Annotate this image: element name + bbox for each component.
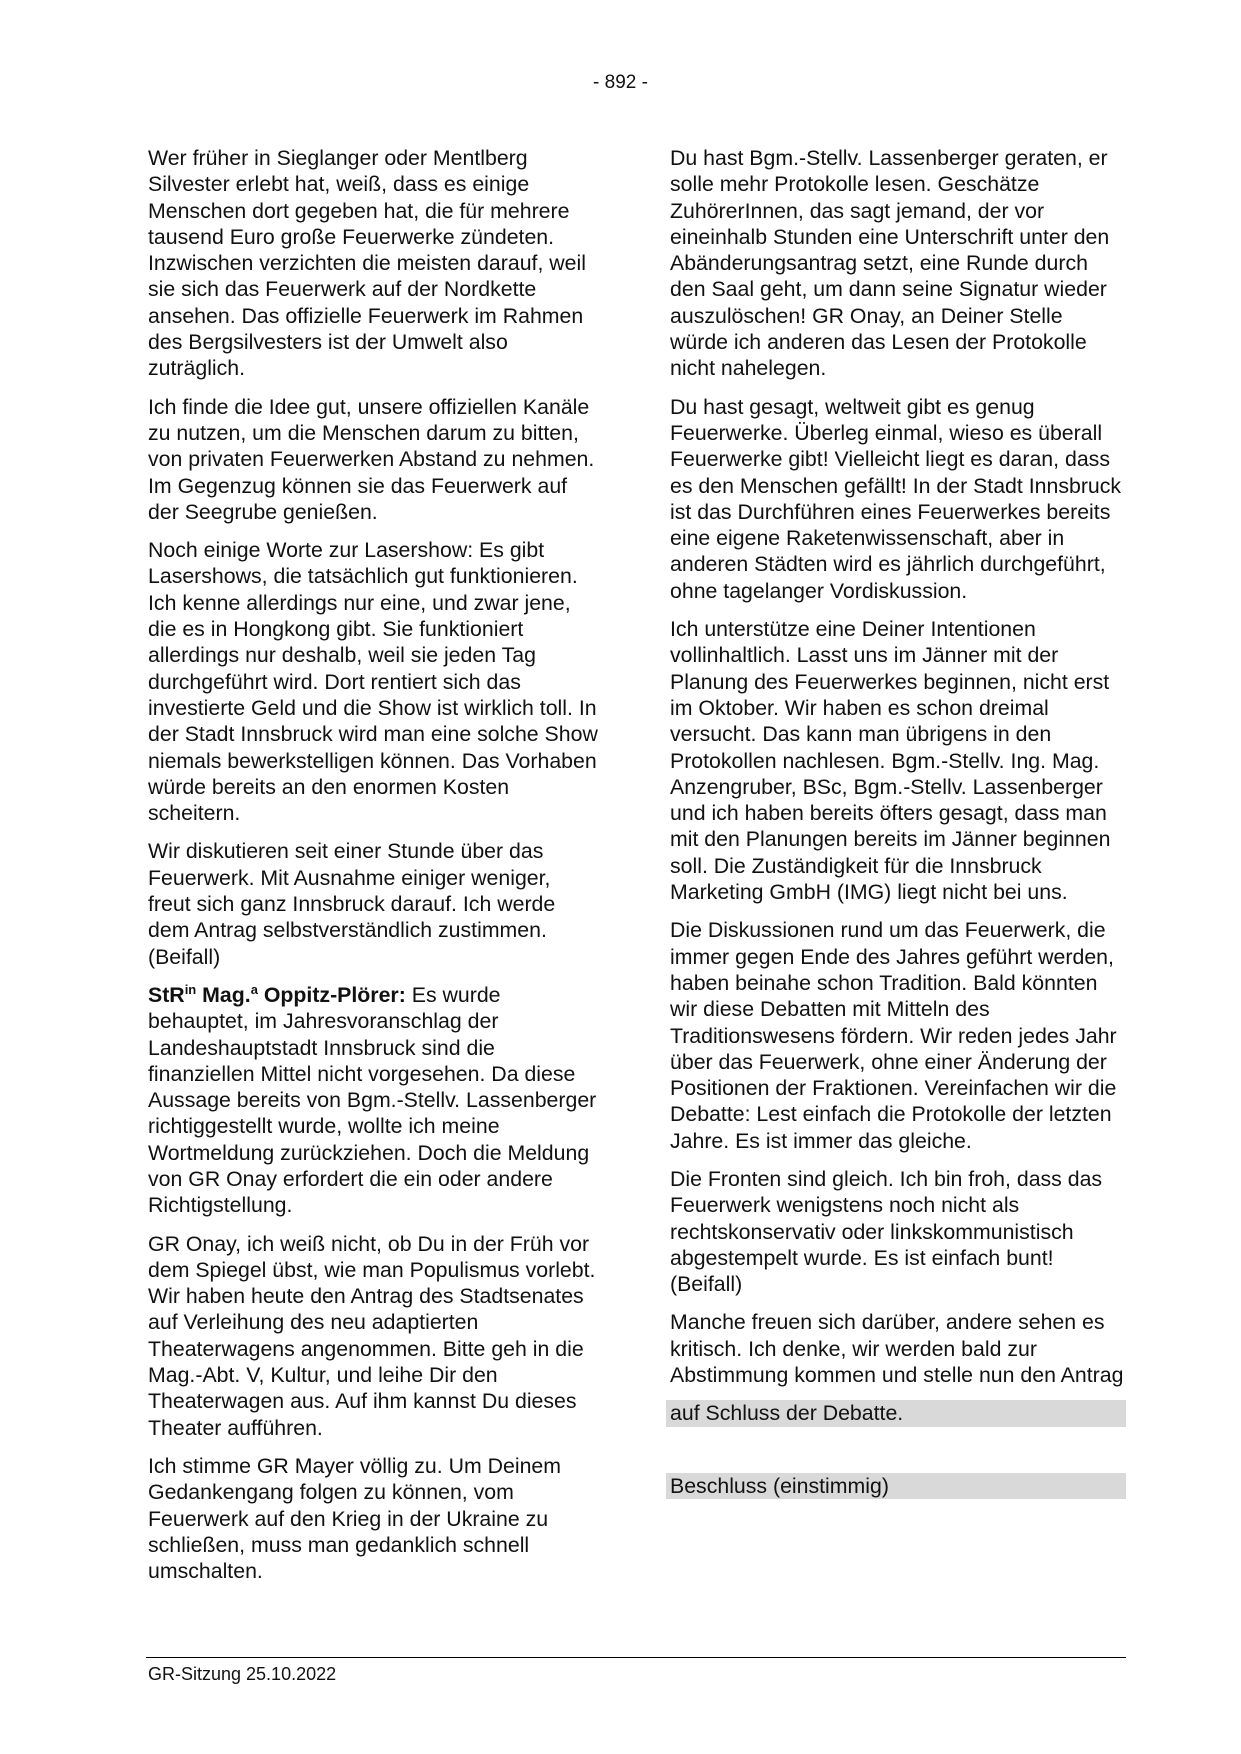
speaker-prefix: StR [148,982,185,1007]
footer-session-date: GR-Sitzung 25.10.2022 [148,1664,337,1684]
paragraph: GR Onay, ich weiß nicht, ob Du in der Früh vor dem Spiegel übst, wie man Populismus vorlebt. Wir haben heute den Antrag des Stadtsenates auf Verleihung des neu adaptierten Theaterwagens angenommen. Bitte geh in die Mag.-Abt. V, Kultur, und leihe Dir den Theaterwagen aus. Auf ihm kannst Du dieses Theater aufführen. [148,1231,596,1440]
speaker-text: Es wurde behauptet, im Jahresvoranschlag der Landeshauptstadt Innsbruck sind die finanziellen Mittel nicht vorgesehen. Da diese Aussage bereits von Bgm.-Stellv. Lassenberger richtiggestellt wurde, wollte ich meine Wortmeldung zurückziehen. Doch die Meldung von GR Onay erfordert die ein oder andere Richtigstellung. [148,982,597,1218]
resolution-highlight: Beschluss (einstimmig) [666,1473,1126,1499]
speaker-surname: Oppitz-Plörer: [257,982,406,1007]
paragraph: Die Diskussionen rund um das Feuerwerk, die immer gegen Ende des Jahres geführt werden, haben beinahe schon Tradition. Bald könnten wir diese Debatten mit Mitteln des Traditionswesens fördern. Wir reden jedes Jahr über das Feuerwerk, ohne einer Änderung der Positionen der Fraktionen. Vereinfachen wir die Debatte: Lest einfach die Protokolle der letzten Jahre. Es ist immer das gleiche. [670,918,1117,1153]
paragraph: Ich stimme GR Mayer völlig zu. Um Deinem Gedankengang folgen zu können, vom Feuerwerk auf den Krieg in der Ukraine zu schließen, muss man gedanklich schnell umschalten. [148,1453,562,1584]
motion-highlight: auf Schluss der Debatte. [666,1400,1126,1426]
left-column [148,145,598,1596]
paragraph: Du hast gesagt, weltweit gibt es genug Feuerwerke. Überleg einmal, wieso es überall Feuerwerke gibt! Vielleicht liegt es daran, dass es den Menschen gefällt! In der Stadt Innsbruck ist das Durchführen eines Feuerwerkes bereits eine eigene Raketenwissenschaft, aber in anderen Städten wird es jährlich durchgeführt, ohne tagelanger Vordiskussion. [670,394,1122,603]
paragraph: Wir diskutieren seit einer Stunde über das Feuerwerk. Mit Ausnahme einiger weniger, freut sich ganz Innsbruck darauf. Ich werde dem Antrag selbstverständlich zustimmen. (Beifall) [148,839,556,969]
paragraph: Ich unterstütze eine Deiner Intentionen vollinhaltlich. Lasst uns im Jänner mit der Planung des Feuerwerkes beginnen, nicht erst im Oktober. Wir haben es schon dreimal versucht. Das kann man übrigens in den Protokollen nachlesen. Bgm.-Stellv. Ing. Mag. Anzengruber, BSc, Bgm.-Stellv. Lassenberger und ich haben bereits öfters gesagt, dass man mit den Planungen bereits im Jänner beginnen soll. Die Zuständigkeit für die Innsbruck Marketing GmbH (IMG) liegt nicht bei uns. [670,617,1111,905]
speaker-title-sup: a [250,981,258,997]
speaker-prefix-sup: in [184,981,197,997]
paragraph: Ich finde die Idee gut, unsere offiziellen Kanäle zu nutzen, um die Menschen darum zu bitten, von privaten Feuerwerken Abstand zu nehmen. Im Gegenzug können sie das Feuerwerk auf der Seegrube genießen. [148,394,595,524]
paragraph: Die Fronten sind gleich. Ich bin froh, dass das Feuerwerk wenigstens noch nicht als rechtskonservativ oder linkskommunistisch abgestempelt wurde. Es ist einfach bunt! (Beifall) [670,1166,1103,1297]
spacer [670,1427,1126,1469]
paragraph: Manche freuen sich darüber, andere sehen es kritisch. Ich denke, wir werden bald zur Abstimmung kommen und stelle nun den Antrag [670,1310,1124,1388]
speaker-title: Mag. [196,982,251,1007]
footer-divider [146,1657,1126,1658]
paragraph: Wer früher in Sieglanger oder Mentlberg Silvester erlebt hat, weiß, dass es einige Menschen dort gegeben hat, die für mehrere tausend Euro große Feuerwerke zündeten. Inzwischen verzichten die meisten darauf, weil sie sich das Feuerwerk auf der Nordkette ansehen. Das offizielle Feuerwerk im Rahmen des Bergsilvesters ist der Umwelt also zuträglich. [148,146,586,381]
speaker-paragraph [148,982,598,1219]
paragraph: Du hast Bgm.-Stellv. Lassenberger geraten, er solle mehr Protokolle lesen. Geschätze ZuhörerInnen, das sagt jemand, der vor eineinhalb Stunden eine Unterschrift unter den Abänderungsantrag setzt, eine Runde durch den Saal geht, um dann seine Signatur wieder auszulöschen! GR Onay, an Deiner Stelle würde ich anderen das Lesen der Protokolle nicht nahelegen. [670,146,1110,381]
page-number: - 892 - [593,72,648,93]
right-column [670,145,1126,1499]
paragraph: Noch einige Worte zur Lasershow: Es gibt Lasershows, die tatsächlich gut funktionieren. Ich kenne allerdings nur eine, und zwar jene, die es in Hongkong gibt. Sie funktioniert allerdings nur deshalb, weil sie jeden Tag durchgeführt wird. Dort rentiert sich das investierte Geld und die Show ist wirklich toll. In der Stadt Innsbruck wird man eine solche Show niemals bewerkstelligen können. Das Vorhaben würde bereits an den enormen Kosten scheitern. [148,538,598,826]
speaker-name [148,983,406,1007]
